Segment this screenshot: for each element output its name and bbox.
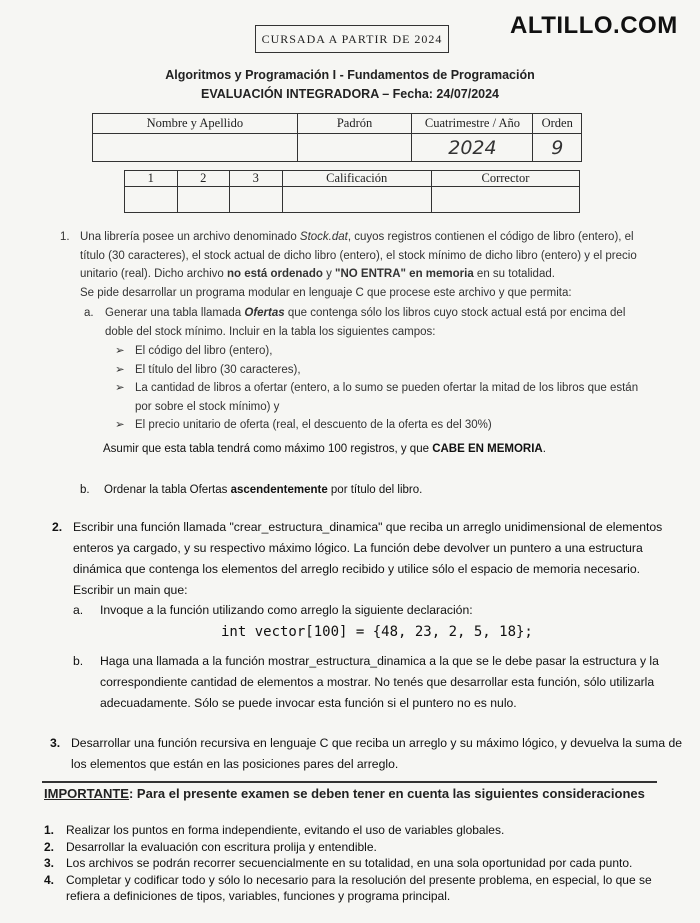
q1-a-label: a. [84, 307, 94, 319]
cell-q3 [230, 187, 283, 213]
q2-paragraph: Escribir una función llamada "crear_estructura_dinamica" que reciba un arreglo unidimensional de elementos enteros ya cargado, y su respectivo máximo lógico. La función debe devolver un puntero a una estructura dinámica que contenga los elementos del arreglo recibido y utilice sólo el espacio de memoria necesario. Escribir un main que: [73, 520, 663, 597]
cell-corrector [431, 187, 579, 213]
q1-bullet-3-cont: por sobre el stock mínimo) y [135, 400, 280, 413]
q1-bullet-1: ➢ El código del libro (entero), [115, 345, 273, 357]
q1-a-text: Generar una tabla llamada Ofertas que contenga sólo los libros cuyo stock actual está por encima del doble del stock mínimo. Incluir en la tabla los siguientes campos: [105, 307, 626, 338]
cursada-text: CURSADA A PARTIR DE 2024 [261, 31, 443, 46]
important-label: IMPORTANTE [44, 786, 129, 801]
q1-bullet-3: ➢ La cantidad de libros a ofertar (entero, a lo sumo se pueden ofertar la mitad de los libros que están [115, 382, 639, 394]
cell-cuatrimestre: 2024 [412, 134, 533, 162]
ofertas-table-name: Ofertas [244, 307, 285, 319]
q2-number: 2. [52, 520, 63, 534]
cell-nombre [93, 134, 298, 162]
header-padron: Padrón [297, 114, 412, 134]
cell-q1 [125, 187, 178, 213]
cursada-box [255, 25, 449, 53]
q2-a-text: Invoque a la función utilizando como arreglo la siguiente declaración: [100, 603, 473, 617]
header-cuatrimestre: Cuatrimestre / Año [412, 114, 533, 134]
header-q3: 3 [230, 171, 283, 187]
q1-bullet-2: ➢ El título del libro (30 caracteres), [115, 363, 301, 376]
important-item-1: 1. Realizar los puntos en forma independiente, evitando el uso de variables globales. [44, 823, 505, 837]
header-calificacion: Calificación [282, 171, 431, 187]
grades-table [124, 170, 580, 213]
cell-orden: 9 [533, 134, 582, 162]
q3-paragraph: Desarrollar una función recursiva en lenguaje C que reciba un arreglo y su máximo lógico, y devuelva la suma de los elementos que están en las posiciones pares del arreglo. [71, 736, 683, 771]
q1-line-4: Se pide desarrollar un programa modular en lenguaje C que procese este archivo y que permita: [80, 286, 572, 299]
exam-title: EVALUACIÓN INTEGRADORA – Fecha: 24/07/2024 [201, 87, 499, 101]
header-q2: 2 [177, 171, 230, 187]
q1-bullet-4: ➢ El precio unitario de oferta (real, el descuento de la oferta es del 30%) [115, 419, 492, 431]
q3-number: 3. [50, 736, 61, 750]
q1-line-1: Una librería posee un archivo denominado Stock.dat, cuyos registros contienen el código de libro (entero), el [80, 231, 634, 243]
important-heading: IMPORTANTE: Para el presente examen se deben tener en cuenta las siguientes consideraciones [44, 786, 645, 801]
header-q1: 1 [125, 171, 178, 187]
cell-padron [297, 134, 412, 162]
course-title: Algoritmos y Programación I - Fundamentos de Programación [165, 68, 535, 82]
q1-b-label: b. [80, 484, 90, 496]
code-declaration: int vector[100] = {48, 23, 2, 5, 18}; [221, 624, 533, 640]
important-item-3: 3. Los archivos se podrán recorrer secuencialmente en su totalidad, en una sola oportunidad por cada punto. [44, 856, 633, 870]
divider-line [42, 781, 657, 783]
q1-b-text: Ordenar la tabla Ofertas ascendentemente por título del libro. [104, 484, 423, 496]
important-item-4: 4. Completar y codificar todo y sólo lo necesario para la resolución del presente problema, en especial, lo que se [44, 872, 652, 887]
q1-line-3: unitario (real). Dicho archivo no está ordenado y "NO ENTRA" en memoria en su totalidad. [80, 268, 555, 280]
q2-b-label: b. [73, 654, 84, 668]
header-orden: Orden [533, 114, 582, 134]
important-item-2: 2. Desarrollar la evaluación con escritura prolija y entendible. [44, 839, 377, 854]
q2-a-label: a. [73, 603, 84, 617]
stock-file-name: Stock.dat [299, 231, 348, 243]
q1-line-2: título (30 caracteres), el stock actual de dicho libro (entero), el stock mínimo de dicho libro (entero) y el precio [80, 249, 637, 262]
cell-q2 [177, 187, 230, 213]
important-list [44, 822, 684, 905]
student-info-table [92, 113, 582, 162]
q1-number: 1. [60, 231, 70, 243]
q1-bullet-list [115, 342, 638, 435]
brand-logo: ALTILLO.COM [510, 12, 678, 39]
cell-calificacion [282, 187, 431, 213]
header-corrector: Corrector [431, 171, 579, 187]
q1-assumption: Asumir que esta tabla tendrá como máximo 100 registros, y que CABE EN MEMORIA. [103, 443, 546, 455]
q1-paragraph-1 [80, 228, 680, 302]
q2-b-text: Haga una llamada a la función mostrar_estructura_dinamica a la que se le debe pasar la estructura y la correspondiente cantidad de elementos a mostrar. No tenés que desarrollar esta función, sólo utilizarla adecuadamente. Sólo se puede invocar esta función si el puntero no es nulo. [100, 654, 659, 710]
header-nombre: Nombre y Apellido [93, 114, 298, 134]
important-item-4-cont: refiera a definiciones de tipos, variables, funciones y programa principal. [66, 889, 451, 903]
